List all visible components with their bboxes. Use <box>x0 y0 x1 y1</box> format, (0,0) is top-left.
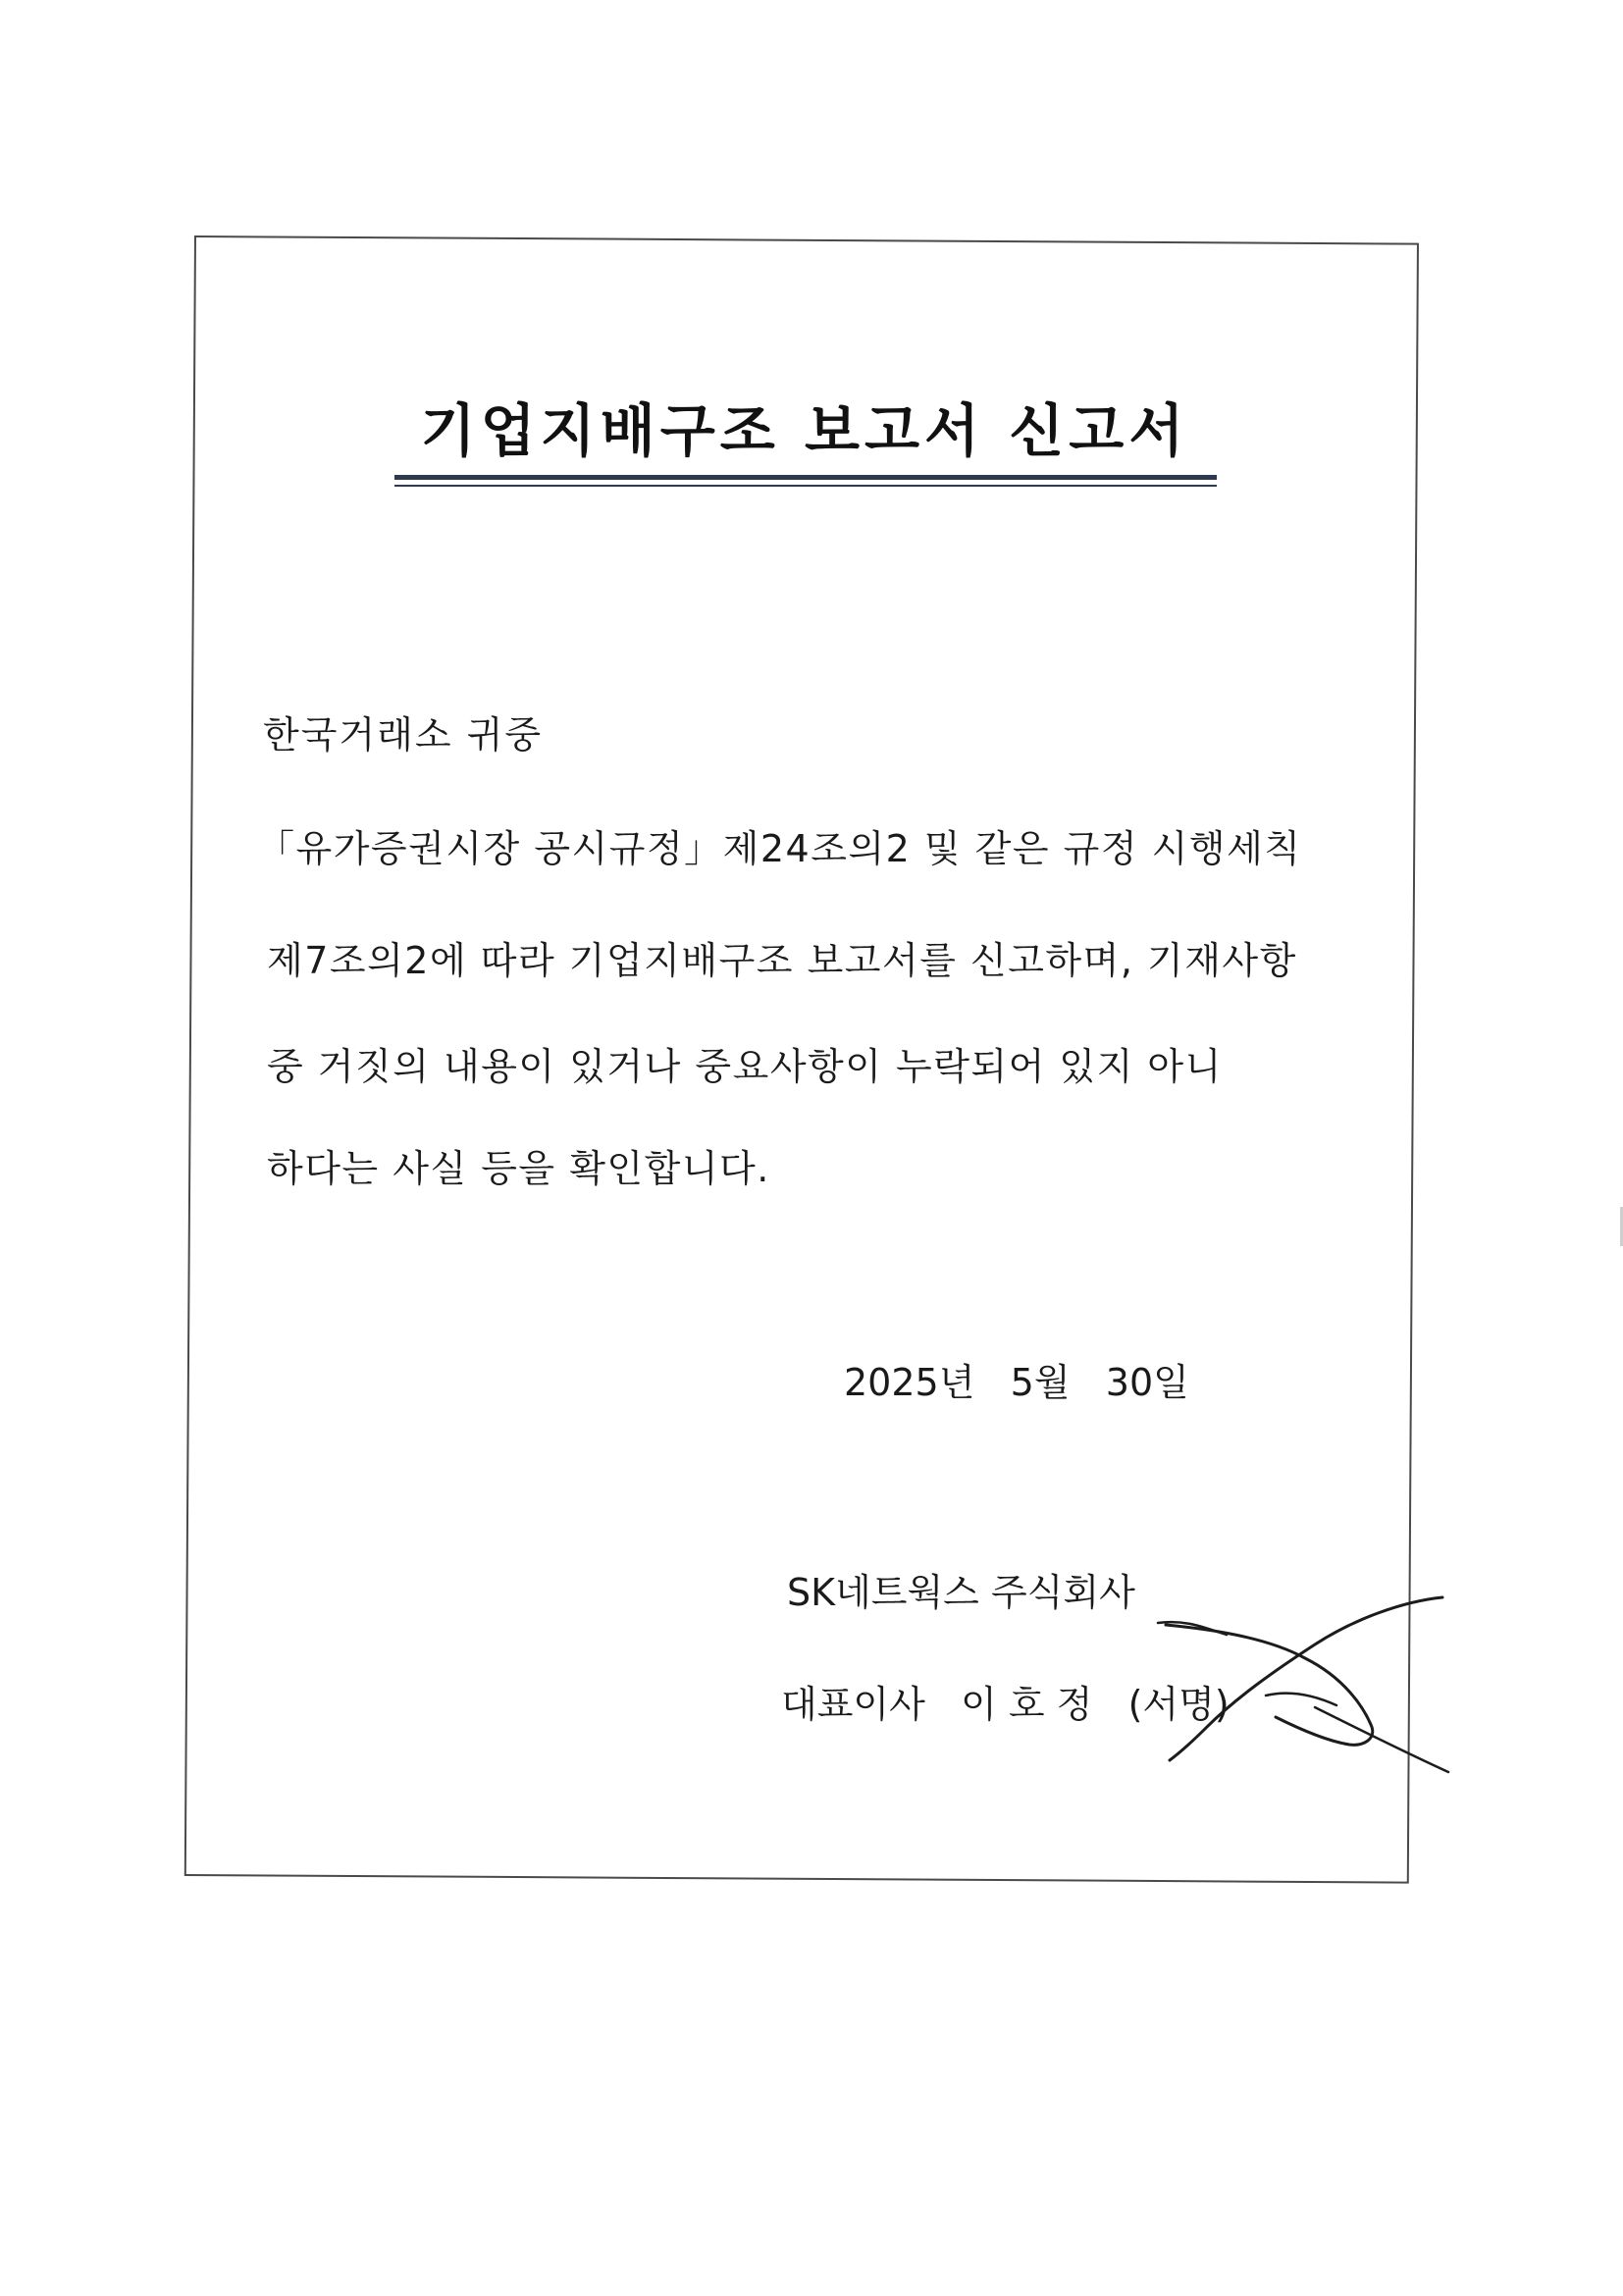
document-date: 2025년 5월 30일 <box>844 1361 1189 1404</box>
body-line: 「유가증권시장 공시규정」제24조의2 및 같은 규정 시행세칙 <box>257 827 1302 870</box>
body-line: 중 거짓의 내용이 있거나 중요사항이 누락되어 있지 아니 <box>267 1045 1223 1088</box>
document-title: 기업지배구조 보고서 신고서 <box>420 397 1189 464</box>
body-line: 제7조의2에 따라 기업지배구조 보고서를 신고하며, 기재사항 <box>267 939 1297 982</box>
representative-signature-line: 대표이사 이 호 정 (서명) <box>781 1683 1230 1726</box>
company-name: SK네트웍스 주식회사 <box>787 1571 1135 1614</box>
title-underline <box>394 475 1217 480</box>
handwritten-signature <box>1119 1580 1452 1776</box>
body-line: 하다는 사실 등을 확인합니다. <box>267 1147 770 1190</box>
title-underline-secondary <box>394 485 1217 487</box>
recipient-line: 한국거래소 귀중 <box>263 713 544 757</box>
